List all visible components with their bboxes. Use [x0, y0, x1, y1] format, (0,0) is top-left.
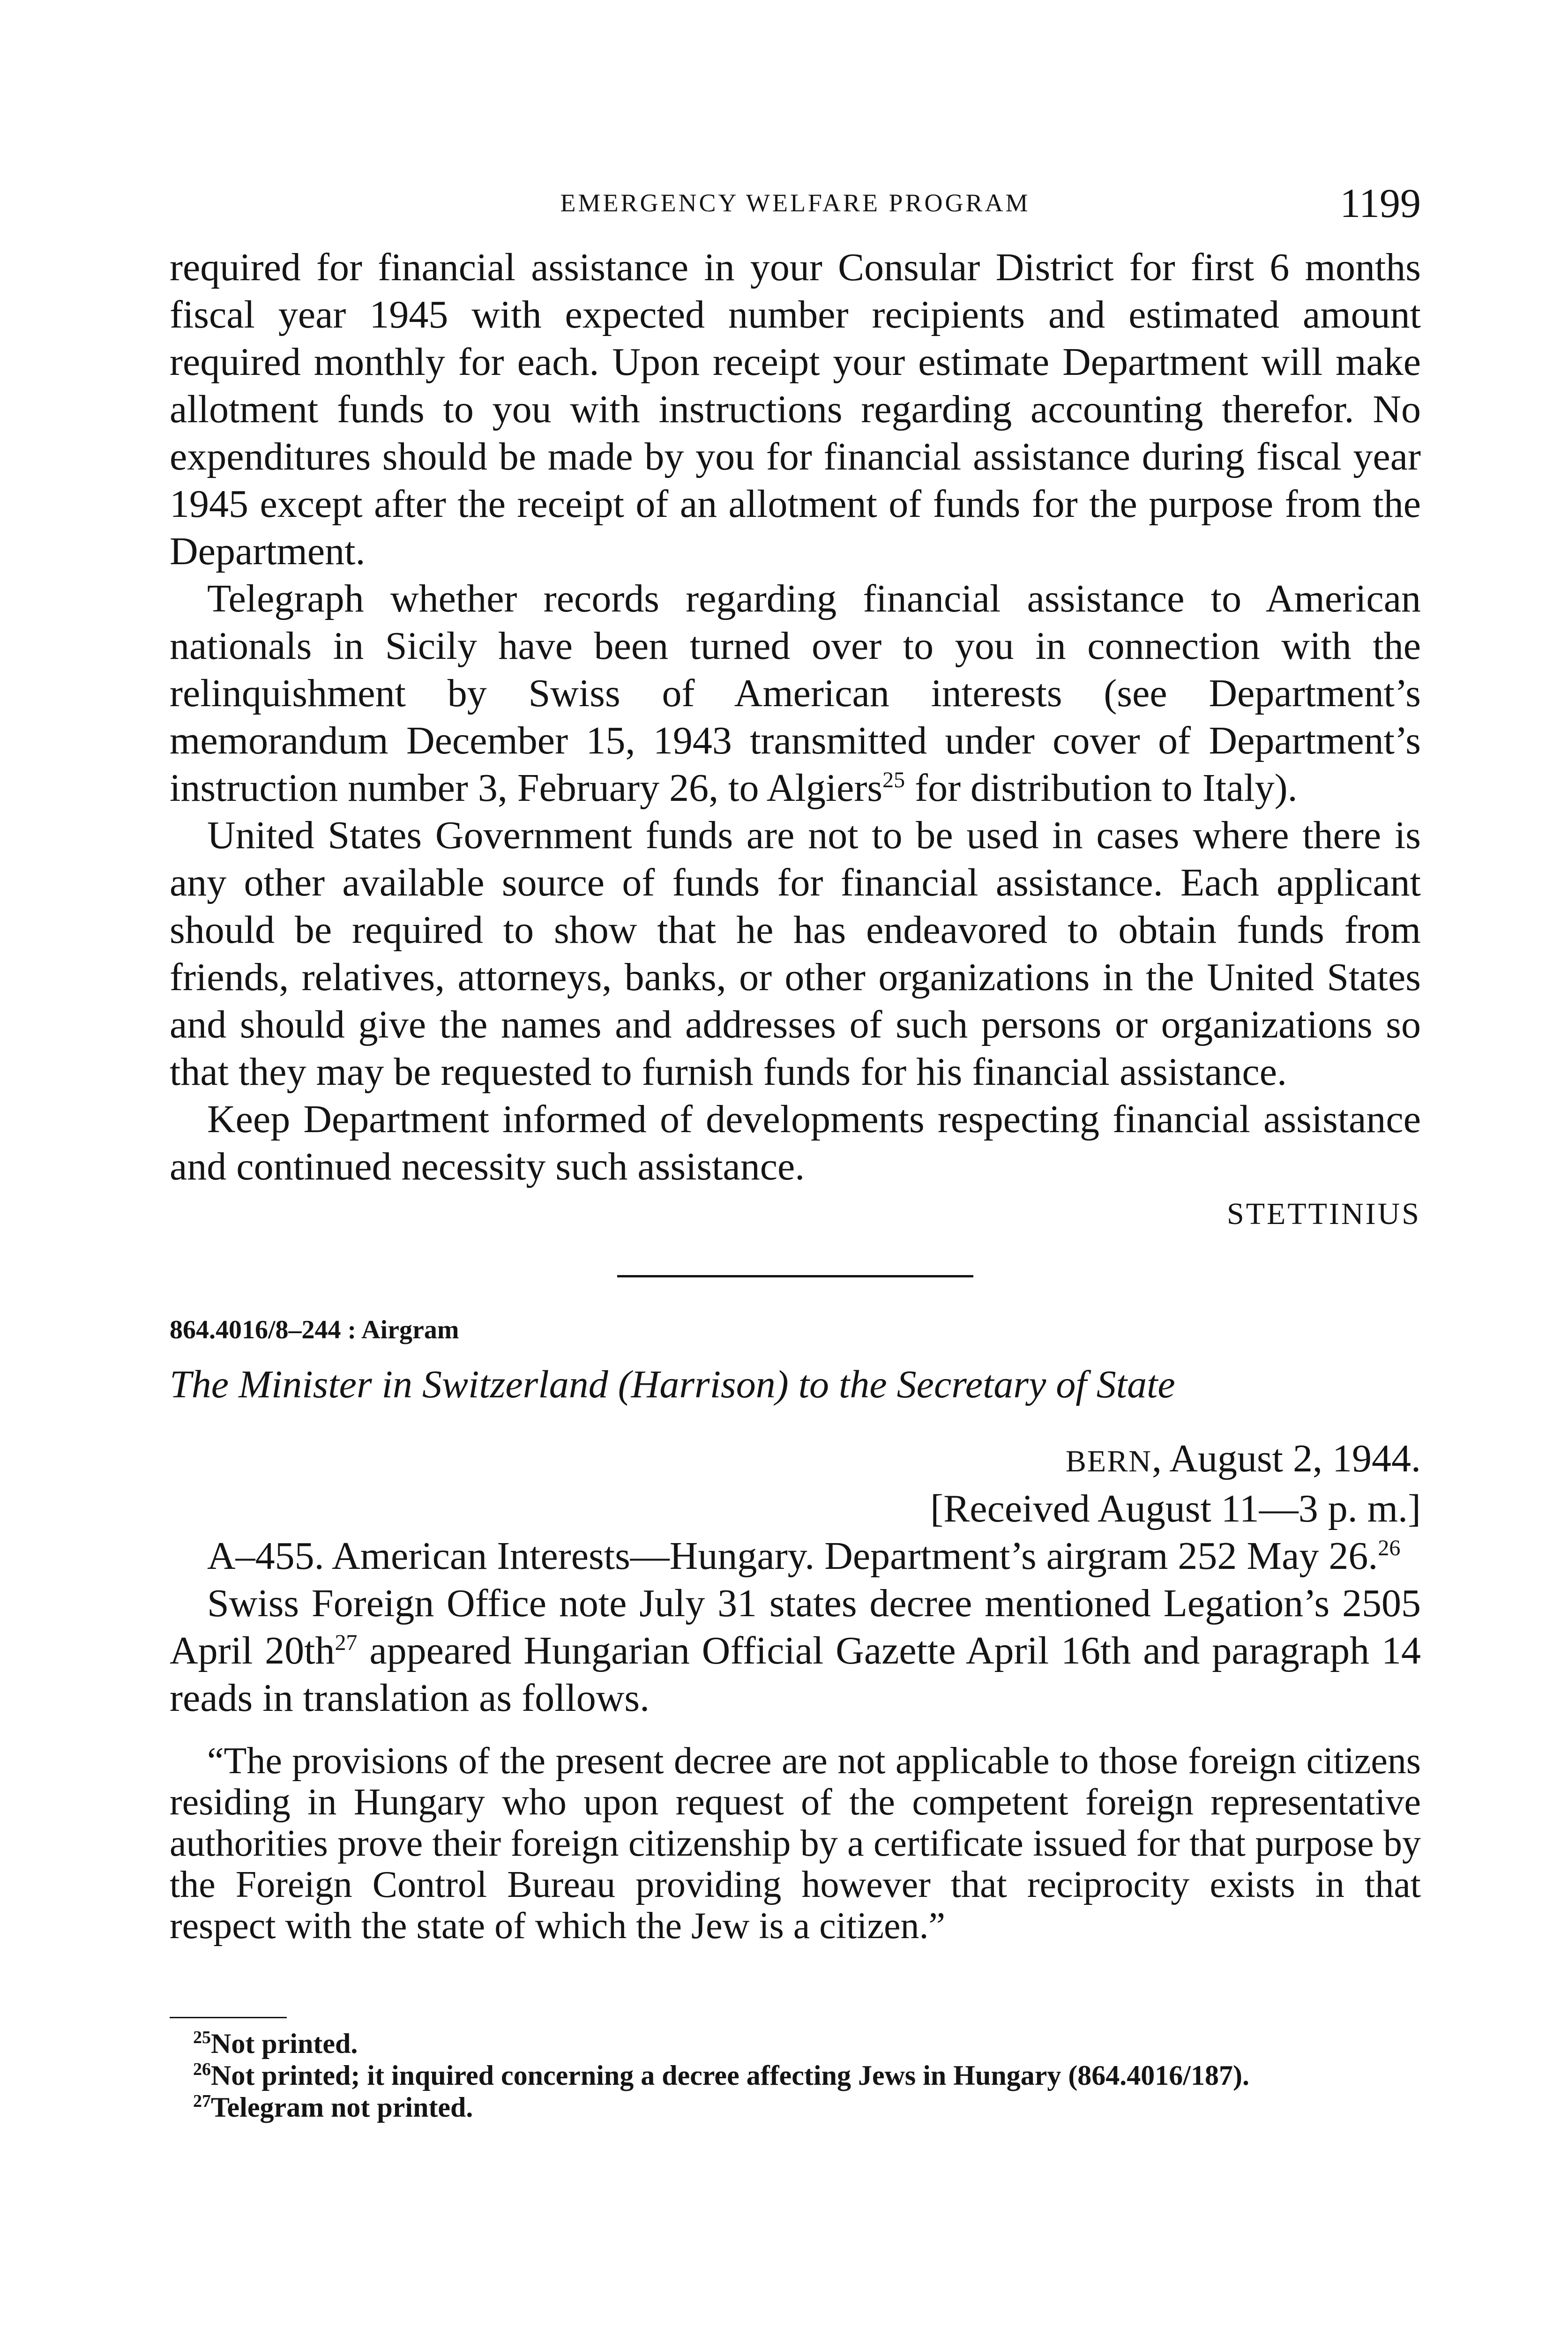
paragraph-text: A–455. American Interests—Hungary. Department’s airgram 252 May 26. [207, 1534, 1378, 1578]
footnote [170, 2059, 1421, 2091]
paragraph-text: Telegraph whether records regarding financial assistance to American nationals in Sicily have been turned over to you in connection with the relinquishment by Swiss of American interests (see Department’s memorandum December 15, 1943 transmitted under cover of Department’s instruction number 3, February 26, to Algiers [170, 577, 1421, 810]
footnote-text: Not printed; it inquired concerning a decree affecting Jews in Hungary (864.4016/187). [211, 2060, 1249, 2091]
footnote [170, 2028, 1421, 2059]
dateline-received: [Received August 11—3 p. m.] [930, 1487, 1421, 1530]
paragraph-sicily-records [170, 575, 1421, 812]
footnote [170, 2091, 1421, 2123]
dateline [170, 1435, 1421, 1532]
paragraph-swiss-note [170, 1580, 1421, 1722]
footnote-text: Telegram not printed. [211, 2092, 473, 2123]
quoted-decree: “The provisions of the present decree are not applicable to those foreign citizens residing in Hungary who upon request of the competent foreign representative authorities prove their foreign citizenship by a certificate issued for that purpose by the Foreign Control Bureau providing however that reciprocity exists in that respect with the state of which the Jew is a citizen.” [170, 1740, 1421, 1947]
dateline-place: BERN [1065, 1444, 1152, 1478]
dateline-date: , August 2, 1944. [1151, 1437, 1421, 1480]
footnote-number: 26 [193, 2059, 211, 2079]
footnote-divider [170, 2017, 287, 2018]
dateline-place-date [170, 1435, 1421, 1485]
section-divider [617, 1275, 973, 1277]
footnote-text: Not printed. [211, 2028, 358, 2059]
running-title: EMERGENCY WELFARE PROGRAM [560, 189, 1030, 217]
paragraph-text-end: appeared Hungarian Official Gazette April 16th and paragraph 14 reads in translation as follows. [170, 1629, 1421, 1720]
footnote-ref-26: 26 [1378, 1536, 1401, 1560]
footnote-ref-27: 27 [335, 1630, 358, 1655]
footnotes [170, 2028, 1421, 2123]
paragraph-a455 [170, 1532, 1421, 1580]
paragraph-text-end: for distribution to Italy). [905, 766, 1298, 810]
paragraph-government-funds: United States Government funds are not to be used in cases where there is any other available source of funds for financial assistance. Each applicant should be required to show that he has endeavored to obtain funds from friends, relatives, attorneys, banks, or other organizations in the United States and should give the names and addresses of such persons or organizations so that they may be requested to furnish funds for his financial assistance. [170, 813, 1421, 1094]
signature: STETTINIUS [1227, 1197, 1421, 1231]
footnote-number: 27 [193, 2091, 211, 2111]
paragraph-continued: required for financial assistance in your Consular District for first 6 months fiscal year 1945 with expected number recipients and estimated amount required monthly for each. Upon receipt your estimate Department will make allotment funds to you with instructions regarding accounting therefor. No expenditures should be made by you for financial assistance during fiscal year 1945 except after the receipt of an allotment of funds for the purpose from the Department. [170, 246, 1421, 573]
paragraph-text: Swiss Foreign Office note July 31 states decree mentioned Legation’s 2505 April 20th [170, 1582, 1421, 1672]
footnote-ref-25: 25 [882, 768, 905, 792]
document-title: The Minister in Switzerland (Harrison) to the Secretary of State [170, 1363, 1175, 1406]
document-page [170, 183, 1421, 2123]
page-number: 1199 [1340, 181, 1421, 226]
footnote-number: 25 [193, 2028, 211, 2047]
file-reference: 864.4016/8–244 : Airgram [170, 1315, 459, 1344]
paragraph-keep-informed: Keep Department informed of developments respecting financial assistance and continued necessity such assistance. [170, 1097, 1421, 1188]
running-header [170, 183, 1421, 244]
